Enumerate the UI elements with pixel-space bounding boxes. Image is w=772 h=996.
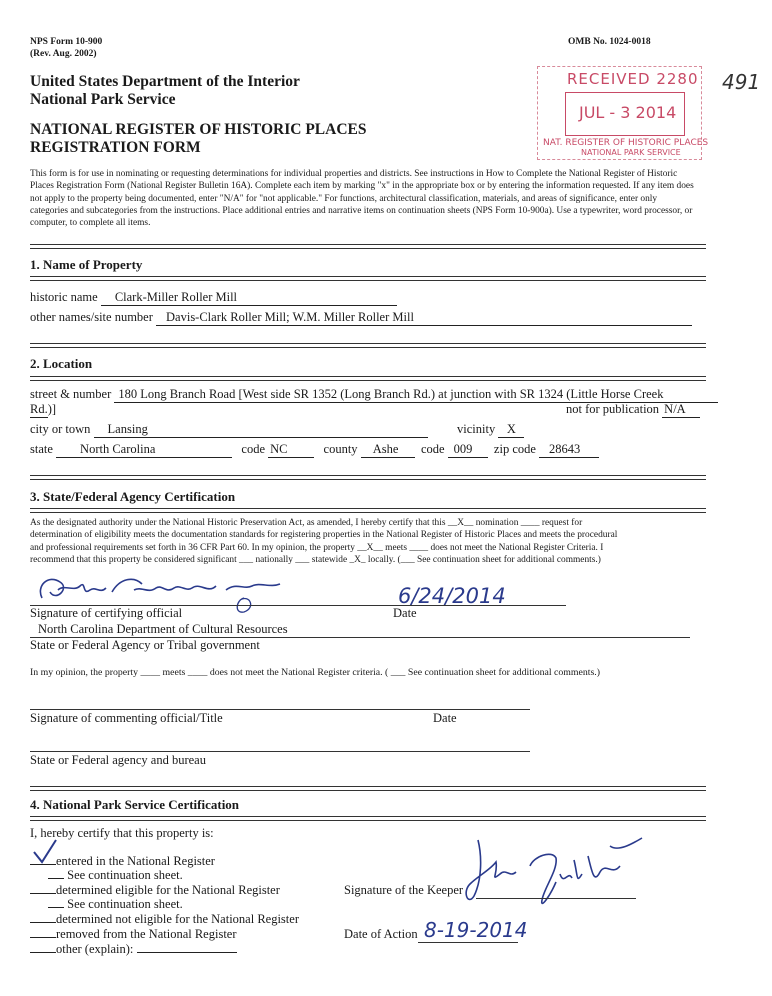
omb-number: OMB No. 1024-0018 <box>568 37 651 47</box>
street-field[interactable]: 180 Long Branch Road [West side SR 1352 (Long Branch Rd.) at junction with SR 1324 (Little Horse Creek <box>114 387 718 403</box>
city-field[interactable]: Lansing <box>94 422 428 438</box>
signature-date-label: Date <box>393 606 417 620</box>
bureau-line <box>30 751 530 752</box>
instructions <box>30 168 694 229</box>
margin-number: 491 <box>722 70 761 94</box>
commenting-line <box>30 709 530 710</box>
received-stamp <box>537 66 709 160</box>
commenting-date-label: Date <box>433 711 457 725</box>
bureau-label: State or Federal agency and bureau <box>30 753 206 767</box>
divider <box>30 508 706 513</box>
continuation-2-label: See continuation sheet. <box>67 897 183 911</box>
certification-line: determination of eligibility meets the documentation standards for registering properties in the National Register of Historic Places and meets the procedural <box>30 530 618 541</box>
stamp-line-1: NAT. REGISTER OF HISTORIC PLACES <box>543 138 709 148</box>
status-other-label: other (explain): <box>56 942 134 956</box>
not-for-publication-field[interactable]: N/A <box>662 402 700 418</box>
vicinity-label: vicinity <box>457 422 496 436</box>
instructions-line: categories and subcategories from the instructions. Place additional entries and narrative items on continuation sheets (NPS Form 10-900a). Use a typewriter, word processor, or <box>30 205 693 216</box>
keeper-signature <box>460 826 660 912</box>
agency-label: State or Federal Agency or Tribal government <box>30 638 260 652</box>
stamp-line-2: NATIONAL PARK SERVICE <box>581 148 681 157</box>
action-date: 8-19-2014 <box>424 918 528 942</box>
status-entered[interactable] <box>30 854 215 869</box>
keeper-label: Signature of the Keeper <box>344 883 464 897</box>
divider <box>30 244 706 249</box>
instructions-line: computer, to complete all items. <box>30 218 151 229</box>
status-eligible[interactable] <box>30 883 280 898</box>
vicinity-field[interactable]: X <box>498 422 524 438</box>
agency-name: North Carolina Department of Cultural Resources <box>38 622 288 636</box>
certification-text <box>30 517 617 566</box>
nps-intro: I, hereby certify that this property is: <box>30 826 214 840</box>
not-for-publication-row <box>566 402 700 418</box>
other-names-label: other names/site number <box>30 310 153 324</box>
city-label: city or town <box>30 422 91 436</box>
status-removed-label: removed from the National Register <box>56 927 237 941</box>
instructions-line: not apply to the property being documented, enter "N/A" for "not applicable." For functions, architectural classification, materials, and areas of significance, enter only <box>30 193 658 204</box>
stamp-received: RECEIVED 2280 <box>567 70 699 88</box>
divider <box>30 475 706 480</box>
certification-line: recommend that this property be considered significant ___ nationally ___ statewide _X_ locally. (___ See continuation sheet for additional comments.) <box>30 554 601 565</box>
section-1-heading: 1. Name of Property <box>30 257 143 272</box>
instructions-line: This form is for use in nominating or requesting determinations for individual properties and districts. See instructions in How to Complete the National Register of Historic <box>30 169 678 179</box>
certification-line: and professional requirements set forth in 36 CFR Part 60. In my opinion, the property __X__ meets ____ does not meet the National Register Criteria. I <box>30 542 604 553</box>
vicinity-row <box>457 422 524 438</box>
instructions-line: Places Registration Form (National Register Bulletin 16A). Complete each item by marking "x" in the appropriate box or by entering the information requested. If any item does <box>30 181 694 192</box>
form-number: NPS Form 10-900 <box>30 37 103 47</box>
county-code-label: code <box>420 442 445 456</box>
opinion-text: In my opinion, the property ____ meets ____ does not meet the National Register criteria. ( ___ See continuation sheet for additional comments.) <box>30 667 600 678</box>
divider <box>30 376 706 381</box>
state-code-field[interactable]: NC <box>268 442 314 458</box>
stamp-date: JUL - 3 2014 <box>579 103 677 122</box>
historic-name-field[interactable]: Clark-Miller Roller Mill <box>101 290 397 306</box>
historic-name-row <box>30 290 397 306</box>
county-code-field[interactable]: 009 <box>448 442 488 458</box>
divider <box>30 276 706 281</box>
status-removed[interactable] <box>30 927 237 942</box>
status-not-eligible-label: determined not eligible for the National Register <box>56 912 299 926</box>
historic-name-label: historic name <box>30 290 98 304</box>
state-field[interactable]: North Carolina <box>56 442 232 458</box>
service-name: National Park Service <box>30 91 176 108</box>
county-field[interactable]: Ashe <box>361 442 415 458</box>
keeper-line <box>476 898 636 899</box>
divider <box>30 343 706 348</box>
divider <box>30 786 706 791</box>
zip-label: zip code <box>493 442 536 456</box>
county-label: county <box>323 442 358 456</box>
street-label: street & number <box>30 387 112 401</box>
city-row <box>30 422 428 438</box>
street-row <box>30 387 718 403</box>
form-title: NATIONAL REGISTER OF HISTORIC PLACES <box>30 121 367 138</box>
signature-label: Signature of certifying official <box>30 606 183 620</box>
status-other[interactable] <box>30 942 237 957</box>
street-field-cont: Rd.)] <box>30 402 57 416</box>
section-3-heading: 3. State/Federal Agency Certification <box>30 489 236 504</box>
status-eligible-label: determined eligible for the National Register <box>56 883 280 897</box>
section-4-heading: 4. National Park Service Certification <box>30 797 240 812</box>
state-label: state <box>30 442 53 456</box>
other-names-field[interactable]: Davis-Clark Roller Mill; W.M. Miller Roller Mill <box>156 310 692 326</box>
department-name: United States Department of the Interior <box>30 73 300 90</box>
status-not-eligible[interactable] <box>30 912 299 927</box>
continuation-2[interactable] <box>48 897 183 912</box>
status-entered-label: entered in the National Register <box>56 854 215 868</box>
zip-field[interactable]: 28643 <box>539 442 599 458</box>
street-row-2 <box>30 402 57 418</box>
divider <box>30 816 706 821</box>
other-names-row <box>30 310 692 326</box>
certification-line: As the designated authority under the National Historic Preservation Act, as amended, I hereby certify that this __X__ nomination ____ request for <box>30 518 583 528</box>
continuation-1[interactable] <box>48 868 183 883</box>
section-2-heading: 2. Location <box>30 356 93 371</box>
action-label: Date of Action <box>344 927 418 941</box>
commenting-label: Signature of commenting official/Title <box>30 711 223 725</box>
state-row <box>30 442 599 458</box>
state-code-label: code <box>241 442 266 456</box>
continuation-1-label: See continuation sheet. <box>67 868 183 882</box>
form-subtitle: REGISTRATION FORM <box>30 139 201 156</box>
not-for-publication-label: not for publication <box>566 402 660 416</box>
signed-date: 6/24/2014 <box>398 584 506 608</box>
form-revision: (Rev. Aug. 2002) <box>30 49 97 59</box>
action-line <box>418 942 518 943</box>
